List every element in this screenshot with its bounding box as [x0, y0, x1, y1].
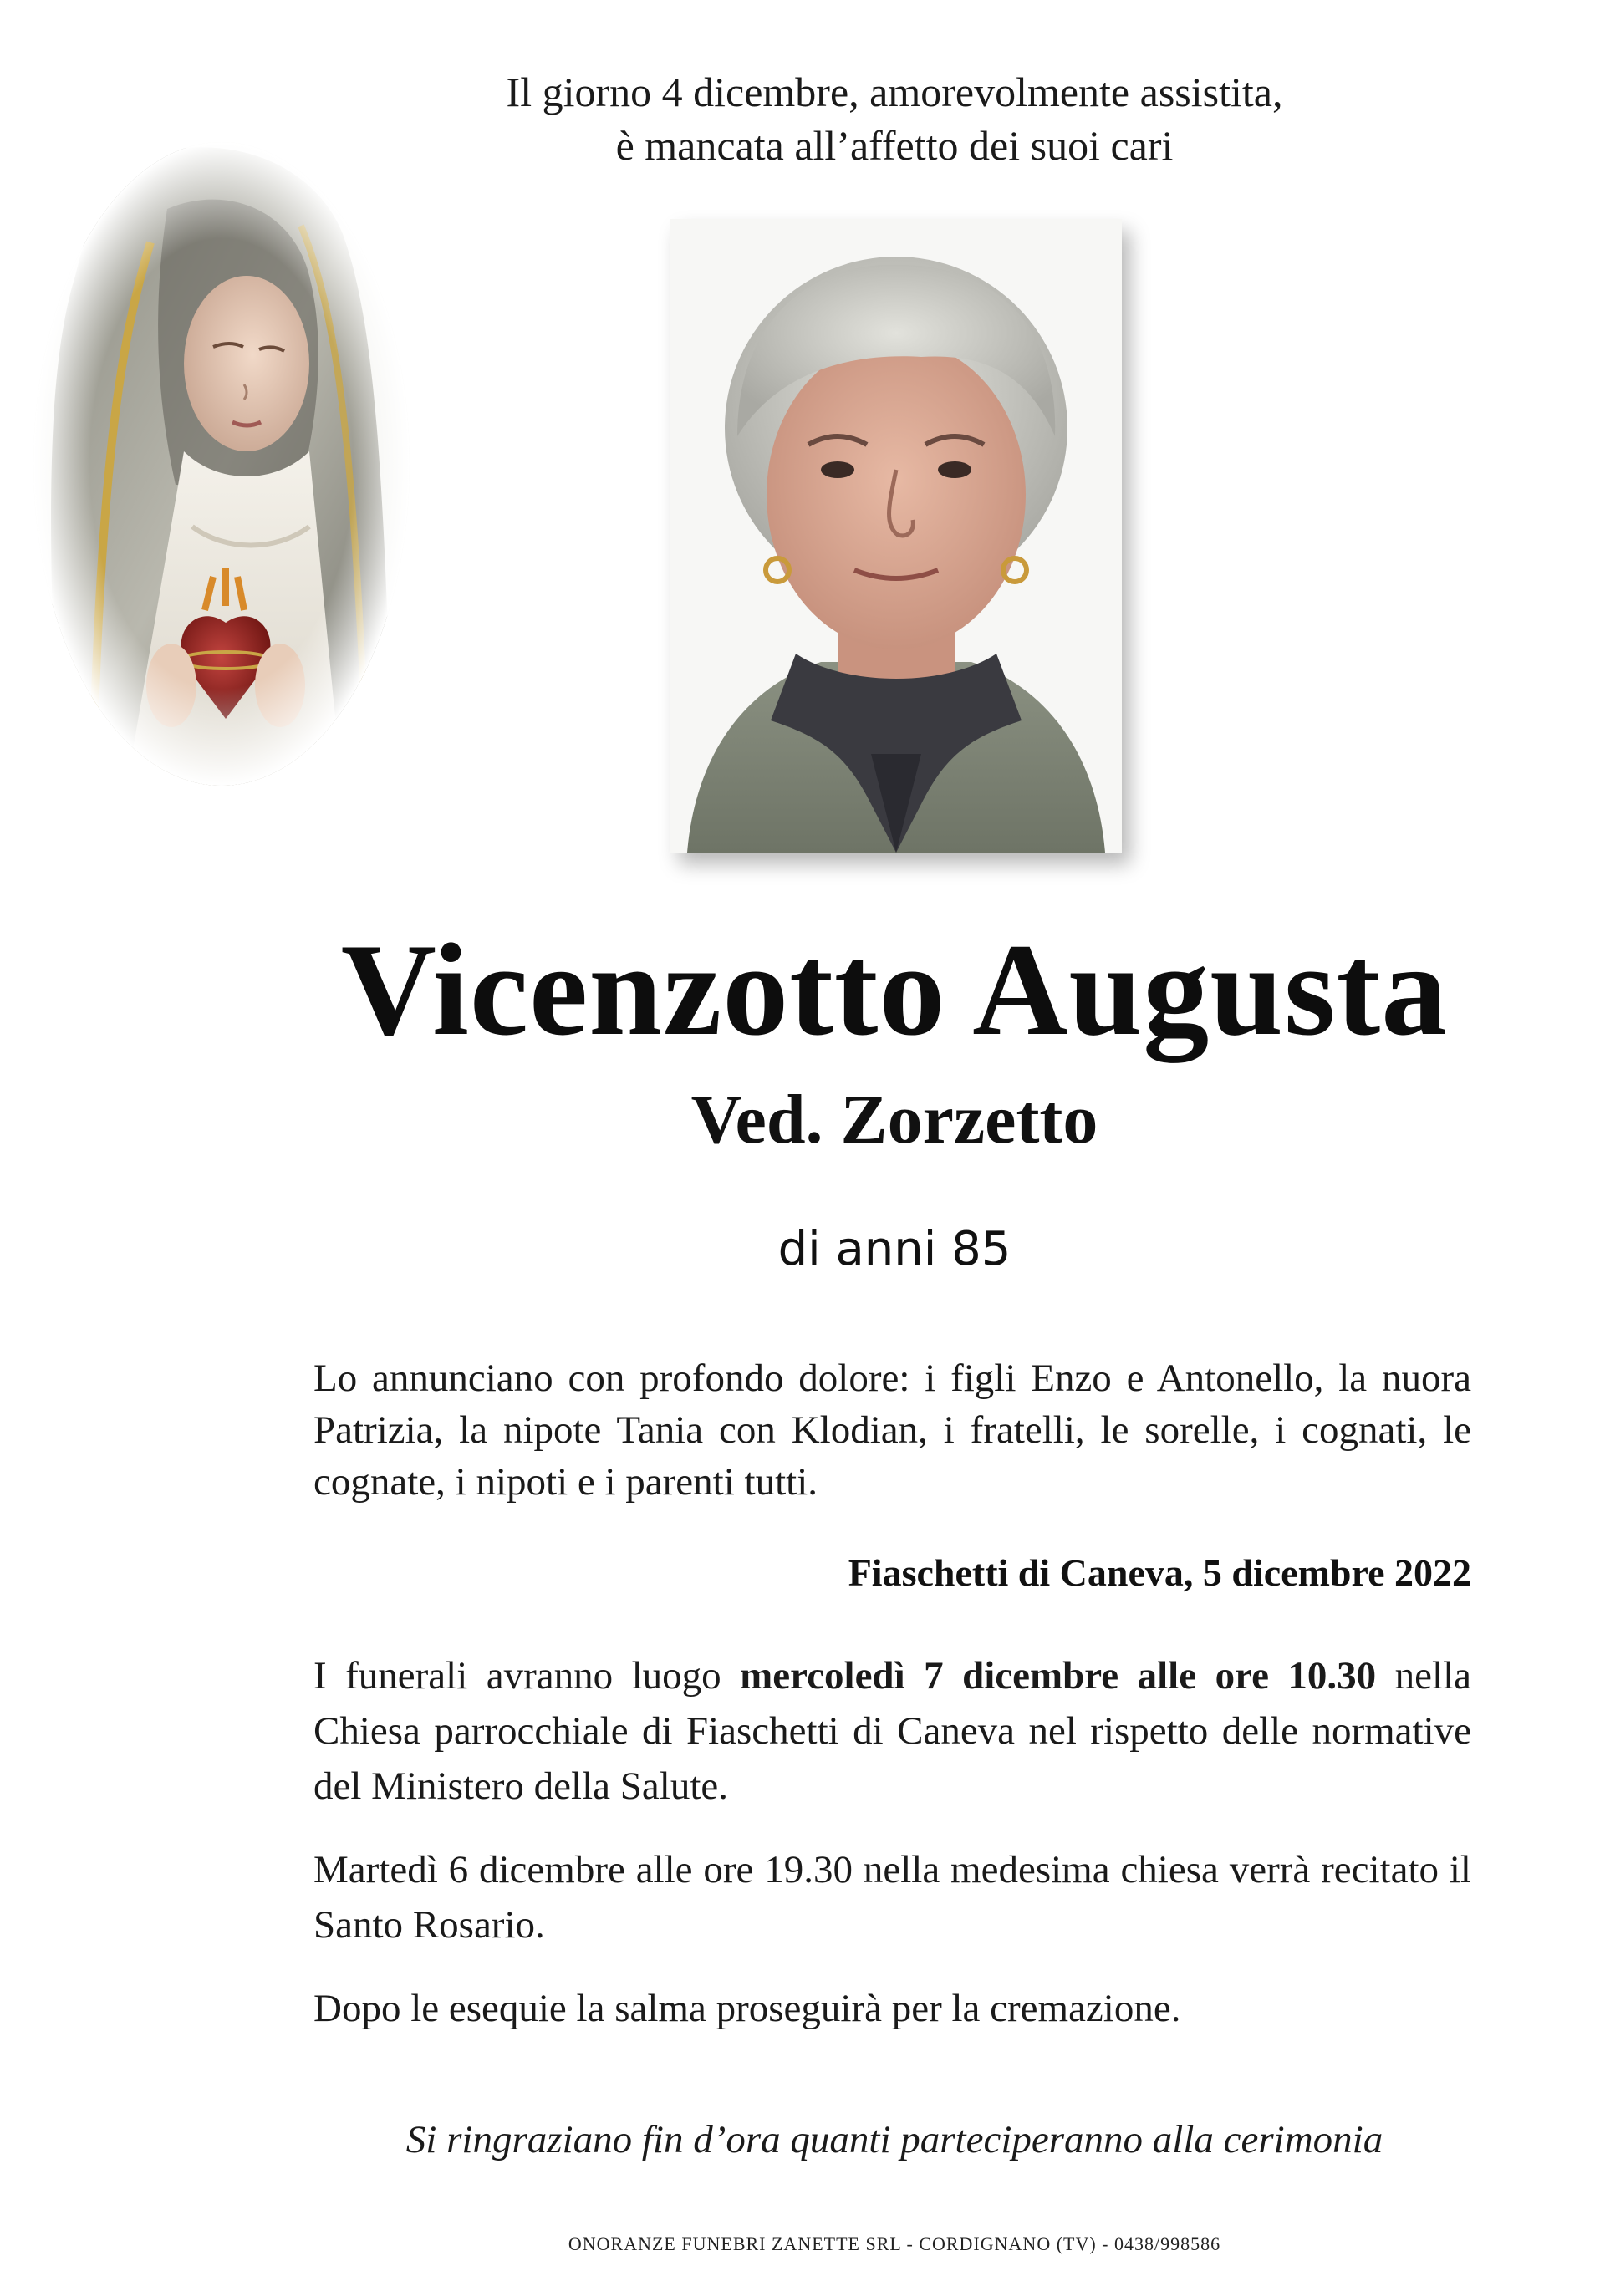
deceased-name-text: Vicenzotto Augusta — [340, 917, 1449, 1063]
intro-line-1: Il giorno 4 dicembre, amorevolmente assistita, — [506, 69, 1283, 115]
funeral-home-footer: ONORANZE FUNEBRI ZANETTE SRL - CORDIGNANO (TV) - 0438/998586 — [568, 2233, 1221, 2254]
place-date: Fiaschetti di Caneva, 5 dicembre 2022 — [848, 1551, 1471, 1594]
announcement-paragraph: Lo annunciano con profondo dolore: i figli Enzo e Antonello, la nuora Patrizia, la nipote Tania con Klodian, i fratelli, le sorelle, i cognati, le cognate, i nipoti e i parenti tutti. — [313, 1357, 1471, 1504]
funeral-paragraph — [313, 1648, 1471, 1814]
intro-text — [318, 65, 1471, 172]
portrait-photo — [670, 219, 1122, 853]
madonna-sacred-heart-icon — [25, 134, 418, 794]
intro-line-2: è mancata all’affetto dei suoi cari — [615, 122, 1174, 169]
rosary-paragraph: Martedì 6 dicembre alle ore 19.30 nella medesima chiesa verrà recitato il Santo Rosario. — [313, 1848, 1471, 1947]
deceased-age: di anni 85 — [777, 1222, 1011, 1276]
funeral-prefix: I funerali avranno luogo — [313, 1654, 741, 1698]
madonna-image — [25, 134, 418, 794]
deceased-subtitle: Ved. Zorzetto — [690, 1081, 1098, 1158]
funeral-datetime: mercoledì 7 dicembre alle ore 10.30 — [740, 1654, 1377, 1698]
cremation-paragraph: Dopo le esequie la salma proseguirà per la cremazione. — [313, 1987, 1181, 2030]
deceased-name — [0, 919, 1605, 1061]
portrait-icon — [670, 219, 1122, 853]
thanks-line: Si ringraziano fin d’ora quanti parteciperanno alla cerimonia — [405, 2118, 1383, 2161]
funeral-suffix: nella Chiesa parrocchiale di Fiaschetti di Caneva nel rispetto delle normative del Ministero della Salute. — [313, 1654, 1471, 1808]
